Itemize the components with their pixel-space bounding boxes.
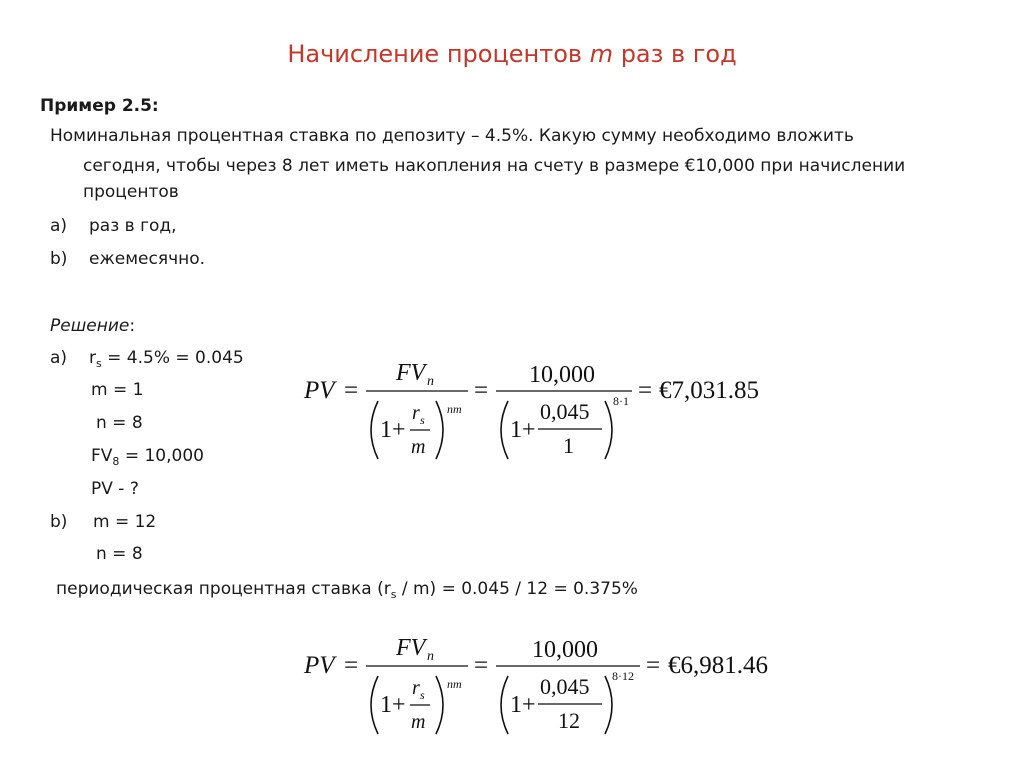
formula1-result: €7,031.85 <box>659 377 759 404</box>
rs-subscript: s <box>96 357 102 370</box>
formula1-left-paren-1 <box>371 401 378 459</box>
slide-title <box>0 40 1024 68</box>
title-suffix: раз в год <box>613 40 737 68</box>
formula2-m-val: 12 <box>558 708 580 733</box>
formula1-pv: PV <box>304 377 335 404</box>
formula2-r-sub: s <box>420 688 425 702</box>
formula1-fv-sub: n <box>427 374 434 389</box>
solution-b-marker: b) <box>50 512 68 532</box>
formula1-rate-val: 0,045 <box>540 399 590 424</box>
example-label: Пример 2.5: <box>40 96 159 116</box>
solution-label-colon: : <box>129 316 136 336</box>
formula2-result: €6,981.46 <box>668 652 768 679</box>
formula1-r: r <box>412 402 420 424</box>
formula-2 <box>300 630 790 745</box>
rs-base: r <box>89 348 96 368</box>
formula2-one-plus-val: 1+ <box>510 692 536 718</box>
solution-a-n: n = 8 <box>96 413 143 433</box>
formula2-eq-3: = <box>646 652 661 679</box>
formula2-one-plus: 1+ <box>380 692 406 718</box>
fv-base: FV <box>91 446 113 466</box>
formula2-right-paren-2 <box>605 676 612 734</box>
formula2-pv: PV <box>304 652 335 679</box>
example-line-1 <box>50 123 960 149</box>
formula-1 <box>300 355 780 470</box>
solution-b-m: m = 12 <box>93 512 157 532</box>
title-variable: m <box>589 40 614 68</box>
formula2-left-paren-2 <box>501 676 508 734</box>
formula1-eq-3: = <box>638 377 653 404</box>
formula2-right-paren-1 <box>436 676 443 734</box>
solution-a-m: m = 1 <box>91 380 144 400</box>
formula2-eq-2: = <box>474 652 489 679</box>
solution-a-fv <box>91 443 204 469</box>
rs-value: = 4.5% = 0.045 <box>101 348 244 368</box>
formula2-num-value: 10,000 <box>532 637 598 663</box>
formula2-eq-1: = <box>344 652 359 679</box>
example-line-1-text: Номинальная процентная ставка по депозиту – 4.5%. Какую сумму необходимо вложить <box>50 126 854 146</box>
option-a-marker: a) <box>50 216 68 236</box>
example-line-3: процентов <box>83 182 179 202</box>
option-b-text: ежемесячно. <box>89 249 206 269</box>
option-b-marker: b) <box>50 249 68 269</box>
formula1-right-paren-1 <box>436 401 443 459</box>
formula1-eq-1: = <box>344 377 359 404</box>
periodic-rate-line <box>56 576 638 602</box>
option-a-text: раз в год, <box>89 216 177 236</box>
formula2-exp-sym: nm <box>447 677 462 691</box>
formula2-exp-val: 8·12 <box>612 669 634 683</box>
formula1-exp-val: 8·1 <box>613 394 629 408</box>
periodic-subscript: s <box>390 588 397 601</box>
periodic-prefix: периодическая процентная ставка (r <box>56 579 391 599</box>
formula1-one-plus: 1+ <box>380 417 406 443</box>
formula1-fv: FV <box>396 360 426 386</box>
formula1-right-paren-2 <box>605 401 612 459</box>
formula1-m-val: 1 <box>563 433 574 458</box>
periodic-suffix: / m) = 0.045 / 12 = 0.375% <box>396 579 638 599</box>
fv-subscript: 8 <box>112 455 120 468</box>
formula2-m: m <box>411 711 426 733</box>
title-prefix: Начисление процентов <box>287 40 590 68</box>
formula1-r-sub: s <box>420 413 425 427</box>
solution-b-n: n = 8 <box>96 544 143 564</box>
formula1-num-value: 10,000 <box>529 362 595 388</box>
solution-a-pv: PV - ? <box>91 479 139 499</box>
solution-label-text: Решение <box>50 316 130 336</box>
example-line-2: сегодня, чтобы через 8 лет иметь накопления на счету в размере €10,000 при начислении <box>83 156 906 176</box>
formula1-m: m <box>411 436 426 458</box>
formula2-left-paren-1 <box>371 676 378 734</box>
formula1-one-plus-val: 1+ <box>510 417 536 443</box>
formula2-fv: FV <box>396 635 426 661</box>
solution-a-rs <box>89 345 244 371</box>
formula2-rate-val: 0,045 <box>540 674 590 699</box>
formula1-exp-sym: nm <box>447 402 462 416</box>
solution-label <box>50 313 135 339</box>
formula2-r: r <box>412 677 420 699</box>
fv-value: = 10,000 <box>119 446 204 466</box>
formula1-eq-2: = <box>474 377 489 404</box>
formula2-fv-sub: n <box>427 649 434 664</box>
formula1-left-paren-2 <box>501 401 508 459</box>
solution-a-marker: a) <box>50 348 68 368</box>
